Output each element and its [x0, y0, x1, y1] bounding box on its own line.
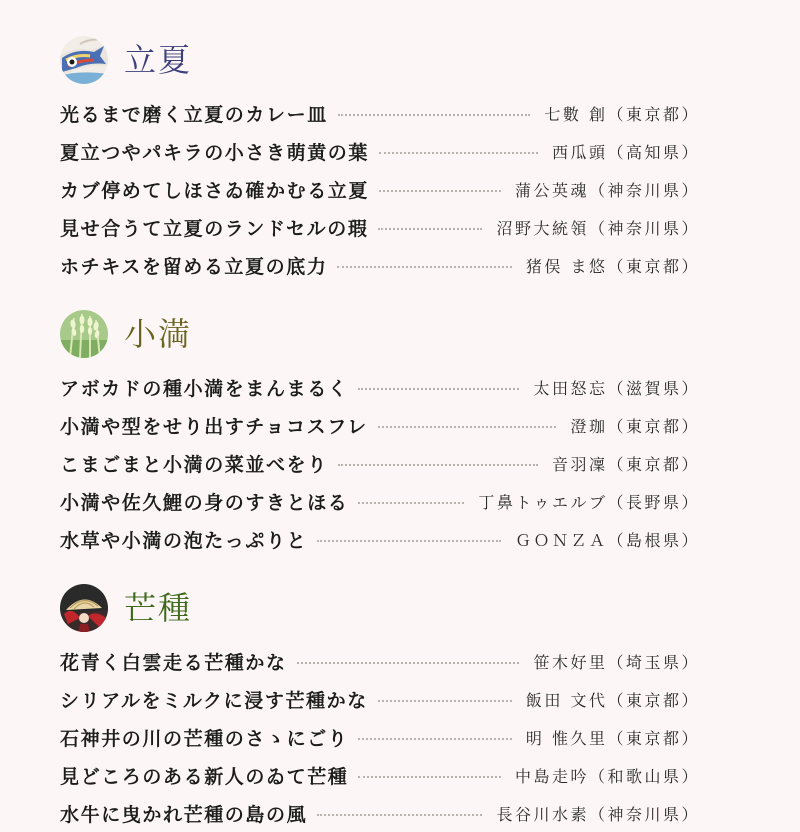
author-name: 猪俣 ま悠（東京都）	[525, 256, 700, 276]
author-name: 丁鼻トゥエルブ（長野県）	[478, 492, 700, 512]
list-item	[60, 680, 700, 718]
dotted-leader	[358, 738, 512, 740]
section-rikka	[60, 34, 700, 284]
author-name: 中島走吟（和歌山県）	[514, 766, 700, 786]
author-name: 飯田 文代（東京都）	[525, 690, 700, 710]
list-item	[60, 756, 700, 794]
list-item	[60, 368, 700, 406]
list-item	[60, 208, 700, 246]
section-header	[60, 308, 700, 360]
author-name: 明 惟久里（東京都）	[525, 728, 700, 748]
rice-planting-hat-icon	[60, 584, 108, 632]
dotted-leader	[317, 814, 482, 816]
section-header	[60, 34, 700, 86]
list-item	[60, 718, 700, 756]
wheat-icon	[60, 310, 108, 358]
haiku-text: 見せ合うて立夏のランドセルの瑕	[60, 217, 369, 240]
haiku-text: アボカドの種小満をまんまるく	[60, 377, 349, 400]
author-name: 太田怒忘（滋賀県）	[533, 378, 700, 398]
dotted-leader	[338, 464, 538, 466]
haiku-text: カブ停めてしほさゐ確かむる立夏	[60, 179, 370, 202]
haiku-text: 水草や小満の泡たっぷりと	[60, 529, 308, 552]
author-name: 長谷川水素（神奈川県）	[496, 804, 700, 824]
author-name: 蒲公英魂（神奈川県）	[514, 180, 700, 200]
haiku-text: 見どころのある新人のゐて芒種	[60, 765, 349, 788]
author-name: 笹木好里（埼玉県）	[533, 652, 700, 672]
list-item	[60, 520, 700, 558]
koinobori-icon	[60, 36, 108, 84]
haiku-text: 石神井の川の芒種のさゝにごり	[60, 727, 349, 750]
author-name: 西瓜頭（高知県）	[551, 142, 700, 162]
section-title: 小満	[124, 315, 193, 353]
author-name: 沼野大統領（神奈川県）	[496, 218, 700, 238]
haiku-text: 光るまで磨く立夏のカレー皿	[60, 103, 328, 126]
list-item	[60, 170, 700, 208]
author-name: 七數 創（東京都）	[544, 104, 700, 124]
list-item	[60, 642, 700, 680]
dotted-leader	[358, 388, 519, 390]
author-name: 音羽凜（東京都）	[551, 454, 700, 474]
dotted-leader	[379, 152, 538, 154]
haiku-text: シリアルをミルクに浸す芒種かな	[60, 689, 368, 712]
dotted-leader	[379, 190, 501, 192]
list-item	[60, 94, 700, 132]
list-item	[60, 406, 700, 444]
haiku-text: 小満や佐久鯉の身のすきとほる	[60, 491, 349, 514]
entry-list	[60, 642, 700, 832]
haiku-text: こまごまと小満の菜並べをり	[60, 453, 328, 476]
dotted-leader	[338, 114, 531, 116]
dotted-leader	[358, 502, 464, 504]
dotted-leader	[378, 228, 482, 230]
haiku-text: 水牛に曳かれ芒種の島の風	[60, 803, 308, 826]
entry-list	[60, 368, 700, 558]
list-item	[60, 444, 700, 482]
haiku-text: ホチキスを留める立夏の底力	[60, 255, 328, 278]
list-item	[60, 794, 700, 832]
author-name: ＧＯＮＺＡ（島根県）	[514, 530, 700, 550]
dotted-leader	[337, 266, 511, 268]
haiku-text: 小満や型をせり出すチョコスフレ	[60, 415, 368, 438]
list-item	[60, 246, 700, 284]
list-item	[60, 132, 700, 170]
entry-list	[60, 94, 700, 284]
dotted-leader	[317, 540, 501, 542]
section-boshu	[60, 582, 700, 832]
section-title: 芒種	[124, 589, 193, 627]
section-shoman	[60, 308, 700, 558]
dotted-leader	[378, 700, 512, 702]
haiku-text: 花青く白雲走る芒種かな	[60, 651, 287, 674]
author-name: 澄珈（東京都）	[570, 416, 700, 436]
section-title: 立夏	[124, 41, 193, 79]
dotted-leader	[378, 426, 557, 428]
haiku-text: 夏立つやパキラの小さき萌黄の葉	[60, 141, 370, 164]
dotted-leader	[297, 662, 520, 664]
dotted-leader	[358, 776, 501, 778]
section-header	[60, 582, 700, 634]
list-item	[60, 482, 700, 520]
